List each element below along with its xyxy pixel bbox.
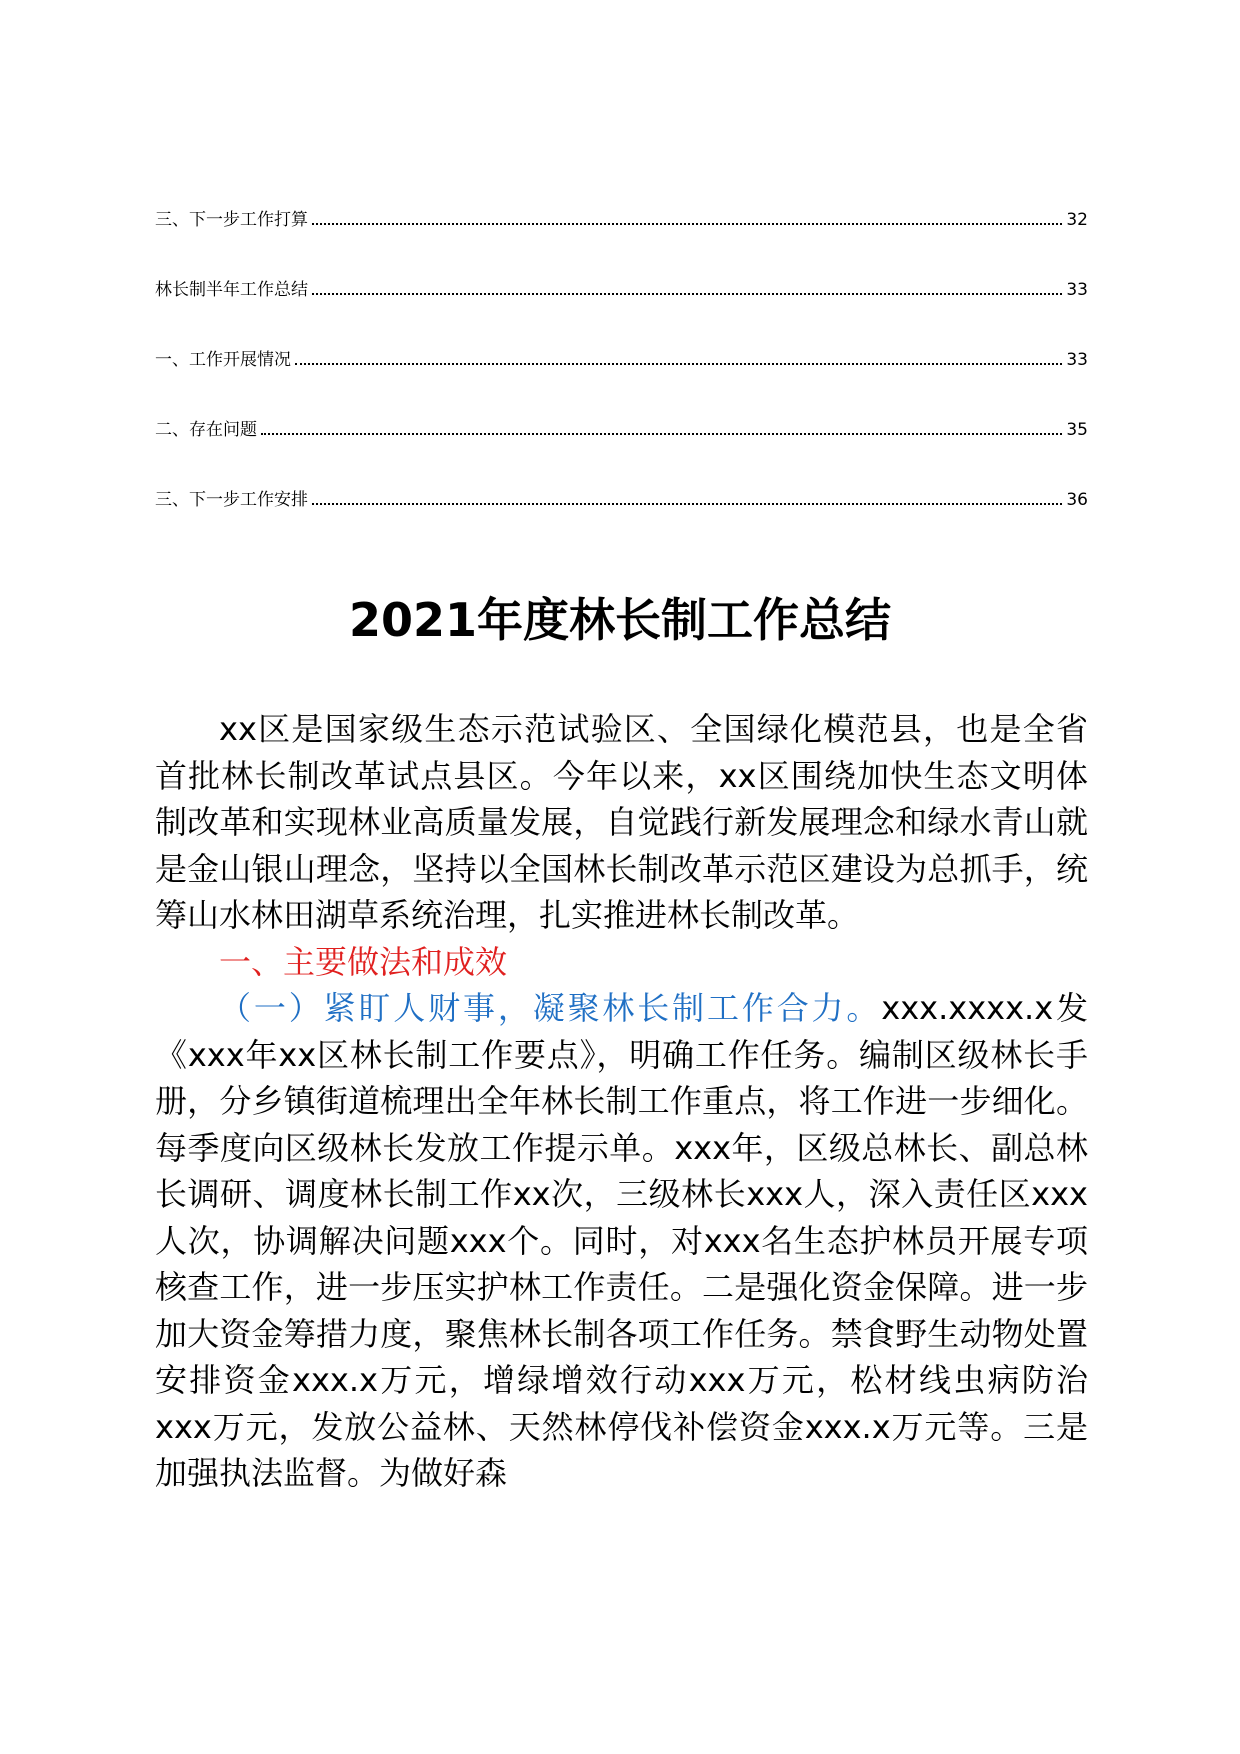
toc-entry-label: 林长制半年工作总结 (155, 280, 308, 300)
toc-dot-leader (261, 432, 1062, 435)
toc-entry[interactable] (155, 206, 1088, 276)
intro-paragraph: xx区是国家级生态示范试验区、全国绿化模范县，也是全省首批林长制改革试点县区。今年以来，xx区围绕加快生态文明体制改革和实现林业高质量发展，自觉践行新发展理念和绿水青山就是金山银山理念，坚持以全国林长制改革示范区建设为总抓手，统筹山水林田湖草系统治理，扎实推进林长制改革。 (155, 710, 1088, 934)
toc-entry[interactable] (155, 276, 1088, 346)
toc-dot-leader (312, 502, 1062, 505)
toc-entry-label: 一、工作开展情况 (155, 350, 291, 370)
toc-dot-leader (312, 292, 1062, 295)
toc-dot-leader (312, 222, 1062, 225)
subsection-body: xxx.xxxx.x发《xxx年xx区林长制工作要点》，明确工作任务。编制区级林长手册，分乡镇街道梳理出全年林长制工作重点，将工作进一步细化。每季度向区级林长发放工作提示单。xxx年，区级总林长、副总林长调研、调度林长制工作xx次，三级林长xxx人，深入责任区xxx人次，协调解决问题xxx个。同时，对xxx名生态护林员开展专项核查工作，进一步压实护林工作责任。二是强化资金保障。进一步加大资金筹措力度，聚焦林长制各项工作任务。禁食野生动物处置安排资金xxx.x万元，增绿增效行动xxx万元，松材线虫病防治xxx万元，发放公益林、天然林停伐补偿资金xxx.x万元等。三是加强执法监督。为做好森 (155, 989, 1088, 1492)
document-body (155, 706, 1088, 1497)
table-of-contents (155, 206, 1088, 556)
toc-entry[interactable] (155, 416, 1088, 486)
toc-entry[interactable] (155, 346, 1088, 416)
toc-entry-page: 33 (1066, 280, 1088, 300)
toc-entry-label: 三、下一步工作安排 (155, 490, 308, 510)
toc-dot-leader (295, 362, 1062, 365)
toc-entry-page: 36 (1066, 490, 1088, 510)
toc-entry-label: 二、存在问题 (155, 420, 257, 440)
toc-entry-page: 33 (1066, 350, 1088, 370)
toc-entry-page: 32 (1066, 210, 1088, 230)
document-title: 2021年度林长制工作总结 (348, 593, 892, 647)
toc-entry[interactable] (155, 486, 1088, 556)
subsection-paragraph (155, 985, 1088, 1497)
section-heading: 一、主要做法和成效 (219, 942, 508, 981)
toc-entry-page: 35 (1066, 420, 1088, 440)
subsection-heading: （一）紧盯人财事，凝聚林长制工作合力。 (219, 989, 882, 1027)
toc-entry-label: 三、下一步工作打算 (155, 210, 308, 230)
